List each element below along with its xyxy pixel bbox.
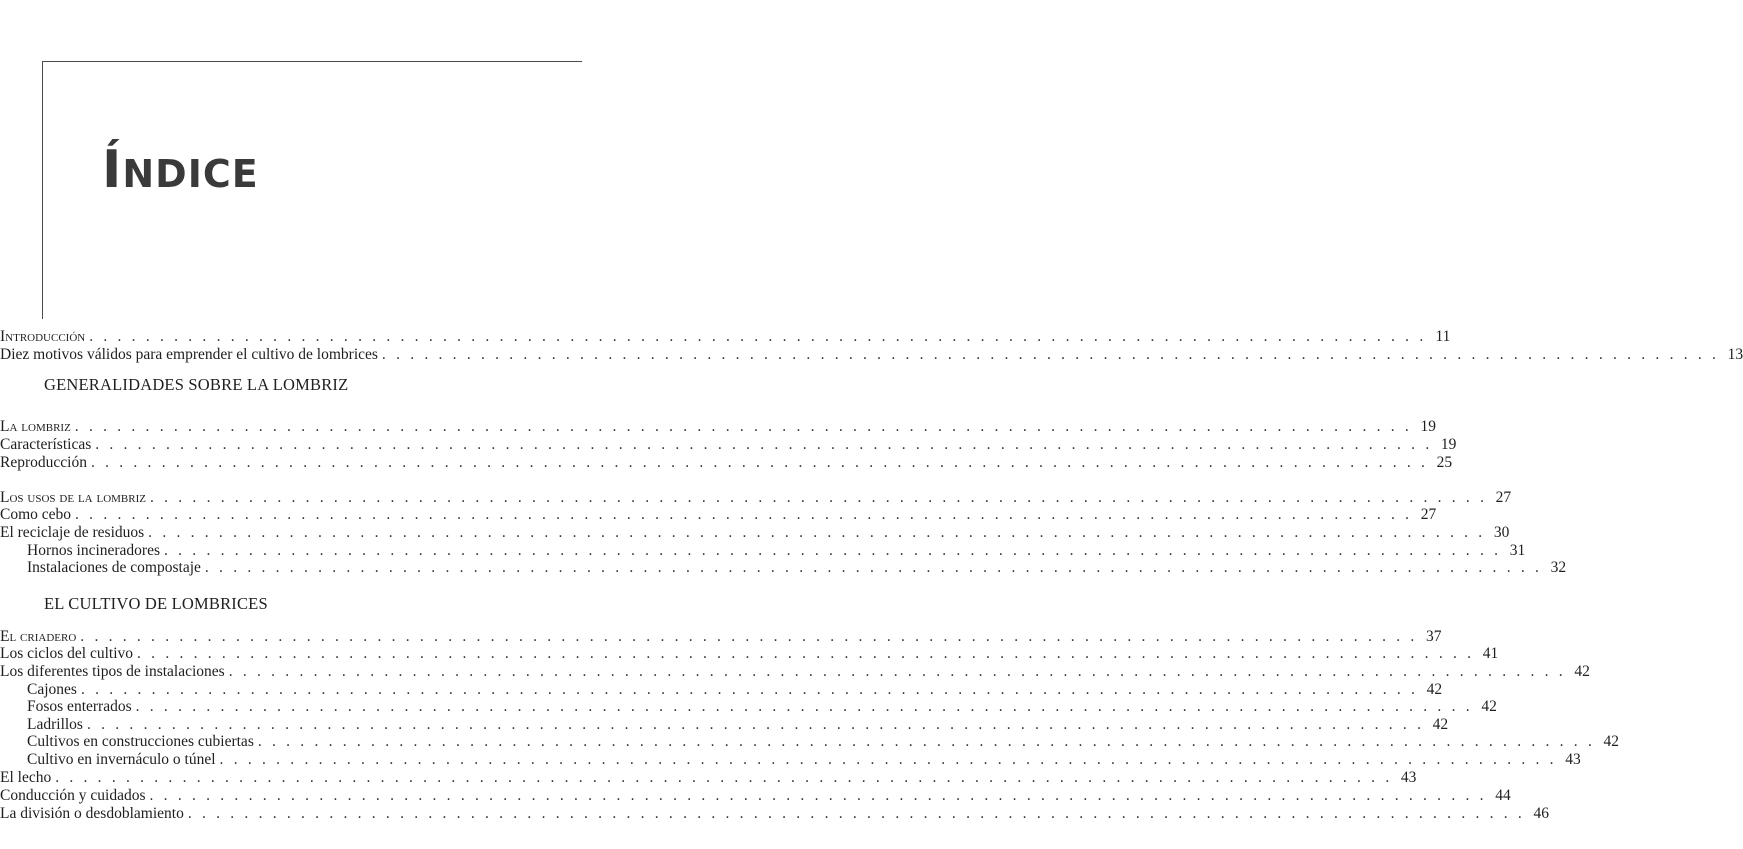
toc-leader: . . . . . . . . . . . . . . . . . . . . . . . . . . . . . . . . . . . . . . . . . . . . . . . . . . . . . . . . . . . . . . . . . . . . . . . . . . . . . . . . . . . . . . . . . . . . . . . [55, 769, 1393, 786]
toc-entry-text: Los ciclos del cultivo [0, 645, 134, 662]
toc-leader: . . . . . . . . . . . . . . . . . . . . . . . . . . . . . . . . . . . . . . . . . . . . . . . . . . . . . . . . . . . . . . . . . . . . . . . . . . . . . . . . . . . . . . . . . . . . . . . [164, 542, 1502, 559]
toc-entry-text: Diez motivos válidos para emprender el cultivo de lombrices [0, 346, 378, 363]
toc-page-number: 27 [1420, 506, 1437, 523]
toc-page-number: 42 [1603, 733, 1620, 750]
toc-entry[interactable] [0, 489, 1512, 507]
toc-leader: . . . . . . . . . . . . . . . . . . . . . . . . . . . . . . . . . . . . . . . . . . . . . . . . . . . . . . . . . . . . . . . . . . . . . . . . . . . . . . . . . . . . . . . . . . . . . . . [149, 489, 1488, 506]
toc-entry-text: Características [0, 436, 92, 453]
toc-entry-text: Reproducción [0, 454, 87, 471]
toc-leader: . . . . . . . . . . . . . . . . . . . . . . . . . . . . . . . . . . . . . . . . . . . . . . . . . . . . . . . . . . . . . . . . . . . . . . . . . . . . . . . . . . . . . . . . . . . . . . . [74, 418, 1412, 435]
toc-entry[interactable] [0, 751, 1581, 769]
toc-leader: . . . . . . . . . . . . . . . . . . . . . . . . . . . . . . . . . . . . . . . . . . . . . . . . . . . . . . . . . . . . . . . . . . . . . . . . . . . . . . . . . . . . . . . . . . . . . . . [90, 454, 1429, 471]
toc-leader: . . . . . . . . . . . . . . . . . . . . . . . . . . . . . . . . . . . . . . . . . . . . . . . . . . . . . . . . . . . . . . . . . . . . . . . . . . . . . . . . . . . . . . . . . . . . . . . [381, 346, 1720, 363]
toc-page-number: 32 [1550, 559, 1567, 576]
toc-leader: . . . . . . . . . . . . . . . . . . . . . . . . . . . . . . . . . . . . . . . . . . . . . . . . . . . . . . . . . . . . . . . . . . . . . . . . . . . . . . . . . . . . . . . . . . . . . . . [257, 733, 1596, 750]
toc-page-number: 11 [1435, 328, 1451, 345]
toc-page-number: 43 [1400, 769, 1417, 786]
toc-entry-text: Conducción y cuidados [0, 787, 146, 804]
toc-entry[interactable] [0, 436, 1457, 454]
toc-leader: . . . . . . . . . . . . . . . . . . . . . . . . . . . . . . . . . . . . . . . . . . . . . . . . . . . . . . . . . . . . . . . . . . . . . . . . . . . . . . . . . . . . . . . . . . . . . . . [135, 698, 1473, 715]
toc-entry[interactable] [0, 628, 1442, 646]
toc-entry-text: Ladrillos [27, 716, 83, 733]
toc-page-number: 19 [1420, 418, 1436, 435]
toc-leader: . . . . . . . . . . . . . . . . . . . . . . . . . . . . . . . . . . . . . . . . . . . . . . . . . . . . . . . . . . . . . . . . . . . . . . . . . . . . . . . . . . . . . . . . . . . . . . . [80, 681, 1419, 698]
toc-entry-text: Cultivo en invernáculo o túnel [27, 751, 216, 768]
toc-leader: . . . . . . . . . . . . . . . . . . . . . . . . . . . . . . . . . . . . . . . . . . . . . . . . . . . . . . . . . . . . . . . . . . . . . . . . . . . . . . . . . . . . . . . . . . . . . . . [148, 524, 1486, 541]
toc-entry[interactable] [0, 328, 1451, 346]
toc-entry[interactable] [0, 663, 1590, 681]
toc-page-number: 41 [1482, 645, 1499, 662]
toc-entry[interactable] [0, 506, 1437, 524]
toc-entry-text: Fosos enterrados [27, 698, 132, 715]
toc-entry-text: El criadero [0, 628, 77, 645]
toc-page-number: 46 [1533, 805, 1550, 822]
toc-page-number: 42 [1426, 681, 1443, 698]
toc-entry-text: La lombriz [0, 418, 71, 435]
toc-page-number: 44 [1495, 787, 1511, 804]
toc-leader: . . . . . . . . . . . . . . . . . . . . . . . . . . . . . . . . . . . . . . . . . . . . . . . . . . . . . . . . . . . . . . . . . . . . . . . . . . . . . . . . . . . . . . . . . . . . . . . [89, 328, 1427, 345]
toc-page-number: 19 [1440, 436, 1457, 453]
toc-entry[interactable] [0, 454, 1453, 472]
toc-page-number: 27 [1495, 489, 1512, 506]
toc-page-number: 43 [1565, 751, 1581, 768]
toc-entry-text: Los diferentes tipos de instalaciones [0, 663, 225, 680]
section-heading-generalidades: GENERALIDADES SOBRE LA LOMBRIZ [44, 375, 349, 394]
toc-entry-text: La división o desdoblamiento [0, 805, 184, 822]
toc-entry-text: Los usos de la lombriz [0, 489, 146, 506]
toc-entry-text: Instalaciones de compostaje [27, 559, 201, 576]
toc-leader: . . . . . . . . . . . . . . . . . . . . . . . . . . . . . . . . . . . . . . . . . . . . . . . . . . . . . . . . . . . . . . . . . . . . . . . . . . . . . . . . . . . . . . . . . . . . . . . [95, 436, 1433, 453]
toc-page-number: 25 [1436, 454, 1453, 471]
toc-entry[interactable] [0, 645, 1499, 663]
toc-leader: . . . . . . . . . . . . . . . . . . . . . . . . . . . . . . . . . . . . . . . . . . . . . . . . . . . . . . . . . . . . . . . . . . . . . . . . . . . . . . . . . . . . . . . . . . . . . . . [204, 559, 1543, 576]
toc-entry[interactable] [0, 805, 1550, 823]
toc-entry[interactable] [0, 542, 1526, 560]
toc-entry[interactable] [0, 733, 1620, 751]
toc-entry-text: Cajones [27, 681, 77, 698]
toc-page-number: 37 [1425, 628, 1442, 645]
frame-left-rule [42, 61, 43, 319]
toc-leader: . . . . . . . . . . . . . . . . . . . . . . . . . . . . . . . . . . . . . . . . . . . . . . . . . . . . . . . . . . . . . . . . . . . . . . . . . . . . . . . . . . . . . . . . . . . . . . . [187, 805, 1526, 822]
page-title [102, 140, 259, 200]
toc-page-number: 13 [1727, 346, 1743, 363]
toc-entry[interactable] [0, 559, 1567, 577]
toc-entry[interactable] [0, 681, 1443, 699]
toc-entry[interactable] [0, 787, 1511, 805]
toc-leader: . . . . . . . . . . . . . . . . . . . . . . . . . . . . . . . . . . . . . . . . . . . . . . . . . . . . . . . . . . . . . . . . . . . . . . . . . . . . . . . . . . . . . . . . . . . . . . . [219, 751, 1557, 768]
toc-leader: . . . . . . . . . . . . . . . . . . . . . . . . . . . . . . . . . . . . . . . . . . . . . . . . . . . . . . . . . . . . . . . . . . . . . . . . . . . . . . . . . . . . . . . . . . . . . . . [80, 628, 1418, 645]
toc-page-number: 42 [1481, 698, 1497, 715]
toc-leader: . . . . . . . . . . . . . . . . . . . . . . . . . . . . . . . . . . . . . . . . . . . . . . . . . . . . . . . . . . . . . . . . . . . . . . . . . . . . . . . . . . . . . . . . . . . . . . . [137, 645, 1475, 662]
toc-entry[interactable] [0, 698, 1497, 716]
toc-leader: . . . . . . . . . . . . . . . . . . . . . . . . . . . . . . . . . . . . . . . . . . . . . . . . . . . . . . . . . . . . . . . . . . . . . . . . . . . . . . . . . . . . . . . . . . . . . . . [86, 716, 1425, 733]
toc-page-number: 31 [1509, 542, 1526, 559]
toc-leader: . . . . . . . . . . . . . . . . . . . . . . . . . . . . . . . . . . . . . . . . . . . . . . . . . . . . . . . . . . . . . . . . . . . . . . . . . . . . . . . . . . . . . . . . . . . . . . . [75, 506, 1413, 523]
toc-leader: . . . . . . . . . . . . . . . . . . . . . . . . . . . . . . . . . . . . . . . . . . . . . . . . . . . . . . . . . . . . . . . . . . . . . . . . . . . . . . . . . . . . . . . . . . . . . . . [228, 663, 1566, 680]
toc-leader: . . . . . . . . . . . . . . . . . . . . . . . . . . . . . . . . . . . . . . . . . . . . . . . . . . . . . . . . . . . . . . . . . . . . . . . . . . . . . . . . . . . . . . . . . . . . . . . [149, 787, 1487, 804]
title-initial: Í [102, 140, 123, 200]
toc-entry[interactable] [0, 769, 1417, 787]
toc-entry[interactable] [0, 418, 1436, 436]
toc-entry-text: Hornos incineradores [27, 542, 160, 559]
section-heading-cultivo: EL CULTIVO DE LOMBRICES [44, 594, 268, 613]
toc-page-number: 30 [1493, 524, 1510, 541]
toc-page-number: 42 [1432, 716, 1449, 733]
toc-entry[interactable] [0, 346, 1743, 364]
toc-entry[interactable] [0, 524, 1510, 542]
toc-entry-text: Como cebo [0, 506, 72, 523]
toc-entry-text: El reciclaje de residuos [0, 524, 145, 541]
frame-top-rule [42, 61, 582, 62]
title-rest: NDICE [122, 152, 259, 196]
toc-entry-text: Cultivos en construcciones cubiertas [27, 733, 254, 750]
toc-entry-text: El lecho [0, 769, 52, 786]
toc-page-number: 42 [1574, 663, 1590, 680]
toc-entry[interactable] [0, 716, 1449, 734]
toc-entry-text: Introducción [0, 328, 86, 345]
